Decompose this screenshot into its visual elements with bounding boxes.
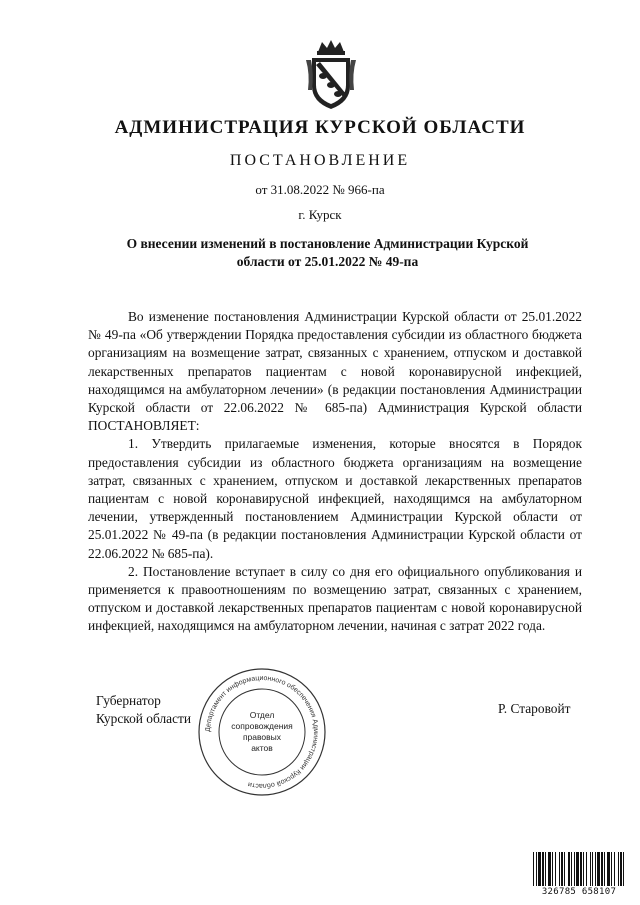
document-city: г. Курск [298,207,342,222]
position-line-2: Курской области [96,711,192,726]
document-type: ПОСТАНОВЛЕНИЕ [229,152,411,169]
item-2-paragraph: 2. Постановление вступает в силу со дня его официального опубликования и применяется к правоотношениям по возмещению затрат, связанных с хранением, отпуском и доставкой лекарственных препаратов пациентам с новой коронавирусной инфекцией, находящимся на амбулаторном лечении, начиная с затрат 2022 года. [88,563,582,634]
stamp-center-text [196,666,328,798]
barcode-icon [532,852,626,888]
stamp-line-4: актов [251,743,273,753]
signatory-position [96,692,191,728]
organization-title: АДМИНИСТРАЦИЯ КУРСКОЙ ОБЛАСТИ [114,117,526,138]
position-line-1: Губернатор [96,693,161,708]
stamp-line-2: сопровождения [231,721,293,731]
subject-line-1: О внесении изменений в постановление Администрации Курской [126,236,529,251]
barcode-number: 326785 658107 [541,887,617,897]
preamble-paragraph: Во изменение постановления Администрации Курской области от 25.01.2022 № 49-па «Об утверждении Порядка предоставления субсидии из областного бюджета организациям на возмещение затрат, связанных с хранением, отпуском и доставкой лекарственных препаратов пациентам с новой коронавирусной инфекцией, находящимся на амбулаторном лечении» (в редакции постановления Администрации Курской области от 22.06.2022 № 685-па) Администрация Курской области ПОСТАНОВЛЯЕТ: [88,309,582,434]
document-date-number: от 31.08.2022 № 966-па [255,182,385,197]
coat-of-arms-icon [300,38,362,112]
signatory-name: Р. Старовойт [498,701,571,716]
stamp-line-1: Отдел [249,710,275,720]
stamp-ring-text: Департамент информационного обеспечения Администрации Курской области [204,674,320,790]
item-1-paragraph: 1. Утвердить прилагаемые изменения, которые вносятся в Порядок предоставления субсидии из областного бюджета организациям на возмещение затрат, связанных с хранением, отпуском и доставкой лекарственных препаратов пациентам с новой коронавирусной инфекцией, находящимся на амбулаторном лечении, утвержденный постановлением Администрации Курской области от 25.01.2022 № 49-па (в редакции постановления Администрации Курской области от 22.06.2022 № 685-па). [88,436,582,561]
document-body [88,308,582,636]
subject-line-2: области от 25.01.2022 № 49-па [236,254,419,269]
document-subject [100,235,555,271]
stamp-line-3: правовых [242,732,282,742]
official-stamp [196,666,328,798]
